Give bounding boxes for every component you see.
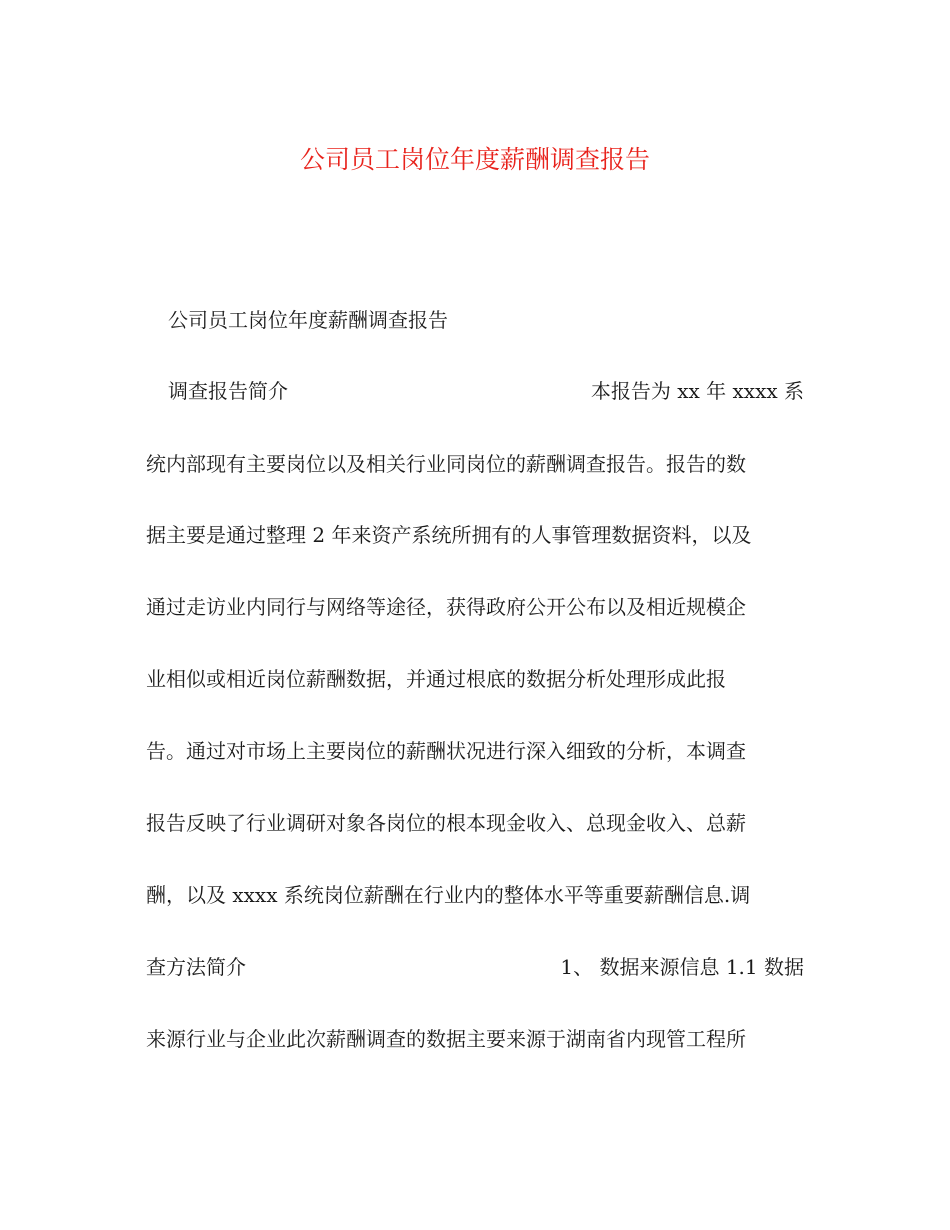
paragraph-line-6: 告。通过对市场上主要岗位的薪酬状况进行深入细致的分析，本调查 bbox=[146, 739, 746, 763]
section-heading-method-intro: 查方法简介 bbox=[146, 955, 246, 979]
paragraph-line-4: 通过走访业内同行与网络等途径，获得政府公开公布以及相近规模企 bbox=[146, 595, 746, 619]
paragraph-line-5: 业相似或相近岗位薪酬数据，并通过根底的数据分析处理形成此报 bbox=[146, 667, 726, 691]
paragraph-line-2: 统内部现有主要岗位以及相关行业同岗位的薪酬调查报告。报告的数 bbox=[146, 452, 746, 476]
document-title: 公司员工岗位年度薪酬调查报告 bbox=[299, 145, 650, 174]
paragraph-line-1 bbox=[146, 376, 806, 406]
paragraph-line-9 bbox=[146, 952, 806, 982]
paragraph-line-8: 酬，以及 xxxx 系统岗位薪酬在行业内的整体水平等重要薪酬信息.调 bbox=[146, 883, 751, 907]
paragraph-line-10: 来源行业与企业此次薪酬调查的数据主要来源于湖南省内现管工程所 bbox=[146, 1027, 746, 1051]
paragraph-line-3: 据主要是通过整理 2 年来资产系统所拥有的人事管理数据资料，以及 bbox=[146, 523, 752, 547]
document-subtitle: 公司员工岗位年度薪酬调查报告 bbox=[168, 308, 448, 332]
paragraph-line-9-text: 1、 数据来源信息 1.1 数据 bbox=[560, 955, 804, 979]
section-heading-report-intro: 调查报告简介 bbox=[168, 379, 288, 403]
paragraph-line-1-text: 本报告为 xx 年 xxxx 系 bbox=[590, 379, 804, 403]
paragraph-line-7: 报告反映了行业调研对象各岗位的根本现金收入、总现金收入、总薪 bbox=[146, 811, 746, 835]
